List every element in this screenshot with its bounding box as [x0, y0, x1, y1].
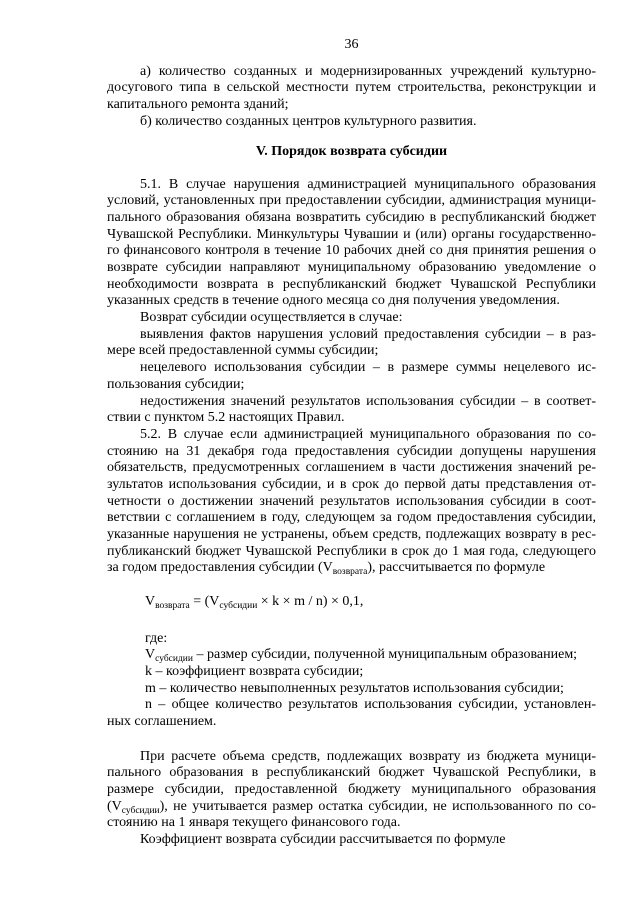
formula-legend — [107, 631, 596, 731]
text-line: пользования субсидии; — [107, 376, 245, 392]
text-line: мере всей предоставленной суммы субсидии; — [107, 343, 379, 359]
text-line: зультатов использования субсидии, и в срок до первой даты представления от- — [107, 476, 596, 492]
subscript: субсидии — [155, 654, 193, 665]
text-segment: (V — [107, 798, 122, 814]
text-line — [107, 799, 596, 816]
text-line — [107, 560, 596, 577]
legend-symbol: V — [145, 647, 156, 663]
section-heading: V. Порядок возврата субсидии — [255, 143, 448, 159]
legend-label: где: — [145, 630, 168, 646]
text-line: размере субсидии, предоставленной бюджету муниципального образования — [107, 781, 596, 797]
text-line: обязательств, предусмотренных соглашением в части достижения значений ре- — [107, 460, 596, 476]
legend-text: – размер субсидии, полученной муниципальным образованием; — [192, 647, 578, 663]
text-line: 5.1. В случае нарушения администрацией муниципального образования — [140, 176, 596, 192]
text-line: указанных средств в течение одного месяца со дня получения уведомления. — [107, 293, 560, 309]
legend-item-v — [145, 647, 596, 664]
text-line: го финансового контроля в течение 10 рабочих дней со дня принятия решения о — [107, 243, 596, 259]
text-line: б) количество созданных центров культурного развития. — [140, 113, 477, 129]
text-line: стоянию на 31 декабря года предоставления субсидии допущены нарушения — [107, 443, 596, 459]
text-line: а) количество созданных и модернизированных учреждений культурно- — [140, 63, 596, 79]
text-line: выявления фактов нарушения условий предоставления субсидии – в раз- — [140, 326, 596, 342]
text-line: четности о достижении значений результатов использования субсидии в соот- — [107, 493, 596, 509]
return-cases — [107, 310, 596, 427]
intro-list — [107, 64, 596, 131]
page-number-block — [107, 37, 596, 54]
formula-segment: = (V — [189, 593, 220, 609]
text-line: публиканский бюджет Чувашской Республики в срок до 1 мая года, следующего — [107, 543, 596, 559]
text-line: возврате субсидии направляют муниципальному образованию уведомление о — [107, 260, 596, 276]
text-segment: ), не учитывается размер остатка субсидии, не использованного по со- — [159, 798, 596, 814]
text-segment: ), рассчитывается по формуле — [367, 560, 546, 576]
legend-item-k: k – коэффициент возврата субсидии; — [145, 663, 364, 679]
text-line: пального образования в республиканский бюджет Чувашской Республики, в — [107, 765, 596, 781]
list-item-b — [107, 114, 596, 131]
formula-segment: × k × m / n) × 0,1, — [257, 593, 364, 609]
page-number: 36 — [344, 36, 359, 52]
text-line: ветствии с соглашением в году, следующем за годом предоставления субсидии, — [107, 510, 596, 526]
formula-block — [107, 594, 596, 611]
text-line: нецелевого использования субсидии – в размере суммы нецелевого ис- — [140, 360, 596, 376]
return-cases-lead: Возврат субсидии осуществляется в случае: — [140, 310, 403, 326]
text-line: недостижения значений результатов использования субсидии – в соответ- — [140, 393, 596, 409]
text-line: капитального ремонта зданий; — [107, 96, 289, 112]
text-line: условий, установленных при предоставлении субсидии, администрация муници- — [107, 193, 596, 209]
text-line: указанные нарушения не устранены, объем средств, подлежащих возврату в рес- — [107, 527, 596, 543]
text-line: пального образования обязана возвратить субсидию в республиканский бюджет — [107, 209, 596, 225]
text-line: 5.2. В случае если администрацией муниципального образования по со- — [140, 426, 596, 442]
subscript: субсидии — [219, 600, 258, 611]
section-body — [107, 177, 596, 578]
text-segment: за годом предоставления субсидии (V — [107, 560, 333, 576]
text-line: Чувашской Республики. Минкультуры Чувашии и (или) органы государственно- — [107, 226, 596, 242]
legend-item-n: n – общее количество результатов использования субсидии, установлен- — [145, 697, 596, 713]
calculation-note — [107, 749, 596, 849]
text-line: ных соглашением. — [107, 714, 217, 730]
text-line: досугового типа в сельской местности путем строительства, реконструкции и — [107, 80, 596, 96]
subscript: возврата — [155, 600, 190, 611]
subscript: субсидии — [121, 805, 160, 816]
return-formula — [145, 594, 596, 611]
subscript: возврата — [332, 567, 368, 578]
text-line: ствии с пунктом 5.2 настоящих Правил. — [107, 410, 345, 426]
text-line: необходимости возврата в республиканский бюджет Чувашской Республики — [107, 276, 596, 292]
paragraph-5-1 — [107, 177, 596, 311]
coefficient-intro: Коэффициент возврата субсидии рассчитывается по формуле — [140, 832, 506, 848]
paragraph-5-2 — [107, 427, 596, 577]
formula-symbol: V — [145, 593, 156, 609]
text-line: стоянию на 1 января текущего финансового года. — [107, 815, 401, 831]
section-heading-block — [107, 144, 596, 161]
text-line: При расчете объема средств, подлежащих возврату из бюджета муници- — [140, 748, 596, 764]
list-item-a — [107, 64, 596, 114]
legend-item-m: m – количество невыполненных результатов использования субсидии; — [145, 680, 564, 696]
